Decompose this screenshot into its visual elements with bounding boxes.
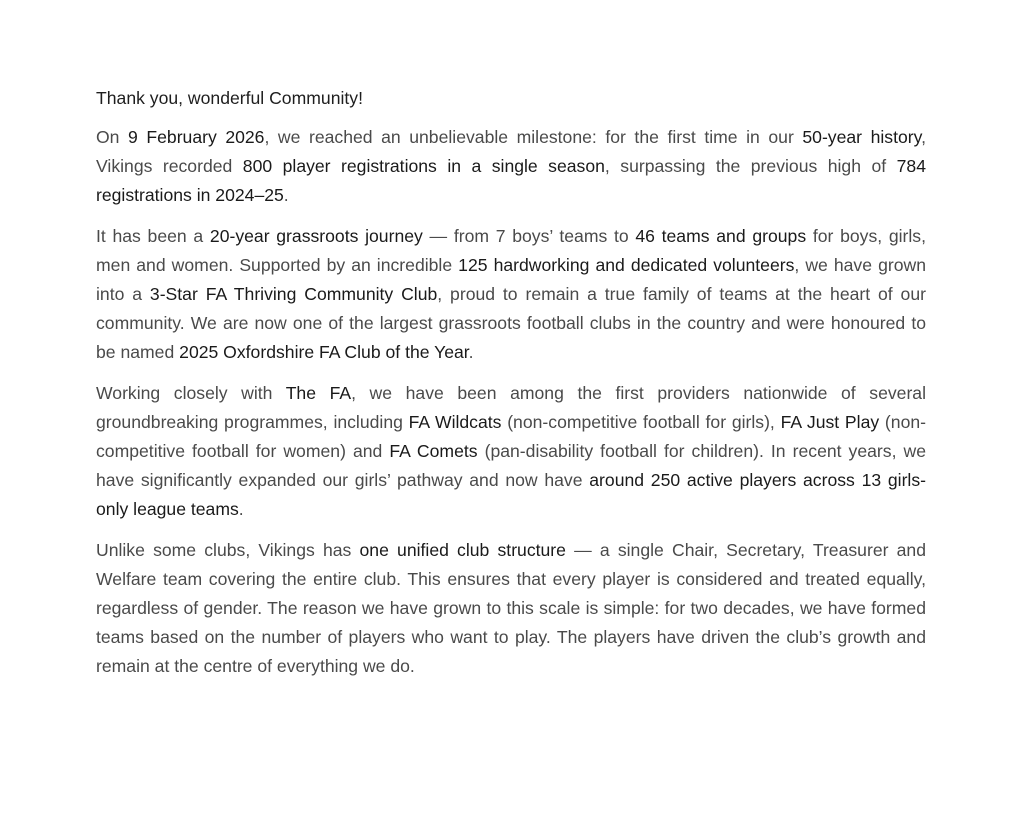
highlighted-text: 46 teams and groups xyxy=(635,226,807,246)
body-text: , we reached an unbelievable milestone: for the first time in our xyxy=(264,127,803,147)
letter-greeting: Thank you, wonderful Community! xyxy=(96,88,363,108)
letter-paragraph xyxy=(96,536,926,681)
letter-document xyxy=(96,84,926,693)
body-text: , surpassing the previous high of xyxy=(604,156,897,176)
body-text: Unlike some clubs, Vikings has xyxy=(96,540,360,560)
highlighted-text: 800 player registrations in a single season xyxy=(242,156,605,176)
highlighted-text: 9 February 2026 xyxy=(128,127,265,147)
highlighted-text: 2025 Oxfordshire FA Club of the Year xyxy=(179,342,469,362)
body-text: . xyxy=(238,499,244,519)
body-text: — from 7 boys’ teams to xyxy=(422,226,636,246)
body-text: , we have grown into a xyxy=(96,255,926,304)
highlighted-text: FA Comets xyxy=(389,441,478,461)
highlighted-text: 784 registrations in 2024–25 xyxy=(96,156,926,205)
body-text: — a single Chair, Secretary, Treasurer and Welfare team covering the entire club. This ensures that every player is considered and treated equally, regardless of gender. The reason we have grown to this scale is simple: for two decades, we have formed teams based on the number of players who want to play. The players have driven the club’s growth and remain at the centre of everything we do. xyxy=(96,540,926,676)
body-text: It has been a xyxy=(96,226,210,246)
letter-body xyxy=(96,123,926,681)
highlighted-text: FA Wildcats xyxy=(408,412,502,432)
highlighted-text: 50-year history xyxy=(802,127,922,147)
body-text: (pan-disability football for children). In recent years, we have significantly expanded our girls’ pathway and now have xyxy=(96,441,926,490)
highlighted-text: around 250 active players across 13 girls-only league teams xyxy=(96,470,926,519)
body-text: (non-competitive football for women) and xyxy=(96,412,926,461)
body-text: Working closely with xyxy=(96,383,286,403)
body-text: , Vikings recorded xyxy=(96,127,926,176)
body-text: , we have been among the first providers nationwide of several groundbreaking programmes, including xyxy=(96,383,926,432)
body-text: . xyxy=(468,342,474,362)
body-text: On xyxy=(96,127,129,147)
body-text: , proud to remain a true family of teams at the heart of our community. We are now one of the largest grassroots football clubs in the country and were honoured to be named xyxy=(96,284,926,362)
letter-paragraph xyxy=(96,123,926,210)
letter-paragraph xyxy=(96,222,926,367)
body-text: . xyxy=(283,185,289,205)
highlighted-text: 3-Star FA Thriving Community Club xyxy=(149,284,438,304)
highlighted-text: The FA xyxy=(285,383,352,403)
highlighted-text: 125 hardworking and dedicated volunteers xyxy=(458,255,795,275)
letter-paragraph xyxy=(96,379,926,524)
highlighted-text: 20-year grassroots journey xyxy=(209,226,423,246)
highlighted-text: one unified club structure xyxy=(359,540,566,560)
highlighted-text: FA Just Play xyxy=(780,412,880,432)
body-text: (non-competitive football for girls), xyxy=(501,412,781,432)
body-text: for boys, girls, men and women. Supported by an incredible xyxy=(96,226,926,275)
